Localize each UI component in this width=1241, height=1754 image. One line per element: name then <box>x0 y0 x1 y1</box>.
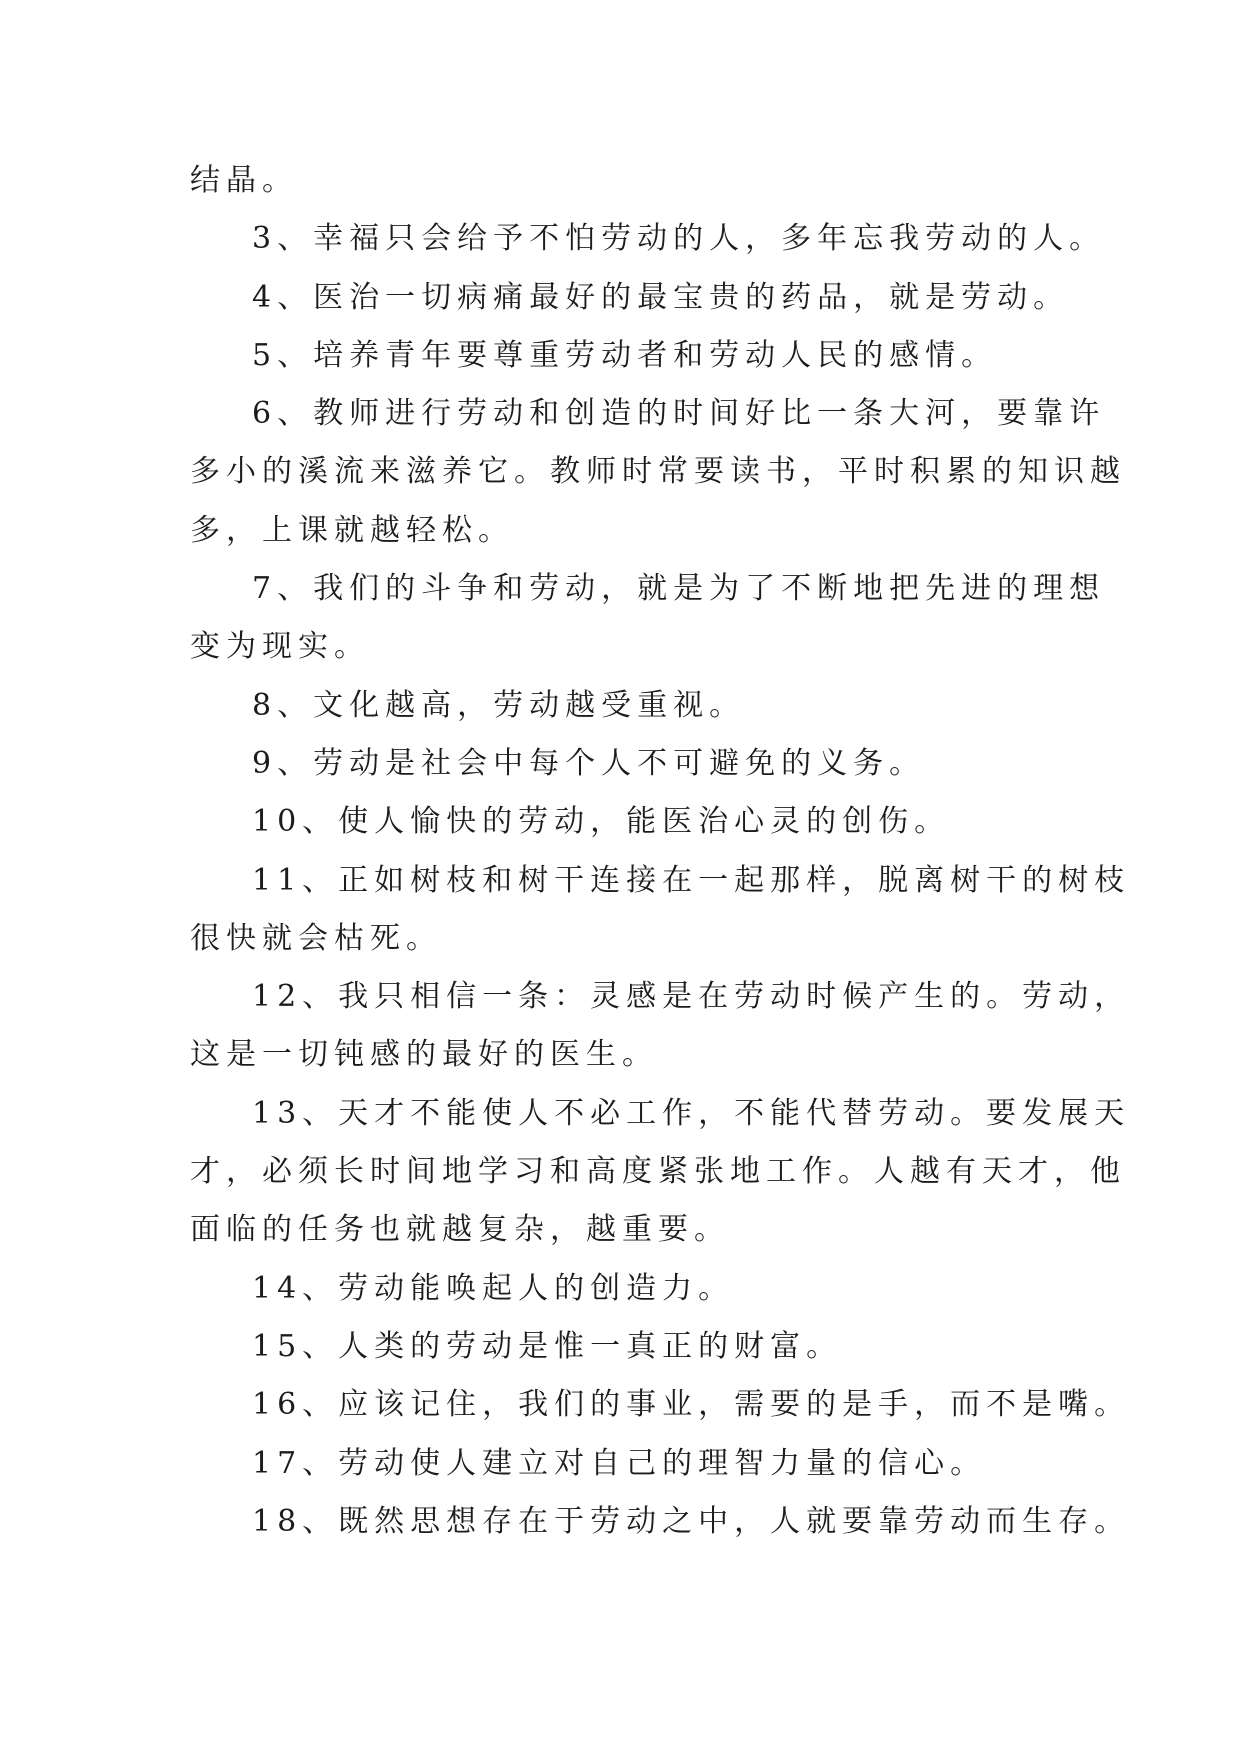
paragraph-line: 才，必须长时间地学习和高度紧张地工作。人越有天才，他 <box>190 1154 1126 1190</box>
paragraph-line: 10、使人愉快的劳动，能医治心灵的创伤。 <box>252 804 951 840</box>
paragraph-line: 8、文化越高，劳动越受重视。 <box>252 687 746 723</box>
paragraph-line: 11、正如树枝和树干连接在一起那样，脱离树干的树枝 <box>252 862 1131 898</box>
paragraph-line: 结晶。 <box>190 163 298 198</box>
paragraph-line: 14、劳动能唤起人的创造力。 <box>252 1270 735 1306</box>
paragraph-line: 面临的任务也就越复杂，越重要。 <box>190 1212 730 1248</box>
paragraph-line: 多小的溪流来滋养它。教师时常要读书，平时积累的知识越 <box>190 454 1126 490</box>
paragraph-line: 6、教师进行劳动和创造的时间好比一条大河，要靠许 <box>252 396 1106 432</box>
paragraph-line: 4、医治一切病痛最好的最宝贵的药品，就是劳动。 <box>252 279 1070 315</box>
paragraph-line: 很快就会枯死。 <box>190 920 442 956</box>
paragraph-line: 12、我只相信一条：灵感是在劳动时候产生的。劳动， <box>252 979 1131 1015</box>
paragraph-line: 5、培养青年要尊重劳动者和劳动人民的感情。 <box>252 337 998 373</box>
paragraph-line: 17、劳动使人建立对自己的理智力量的信心。 <box>252 1445 987 1481</box>
paragraph-line: 变为现实。 <box>190 629 370 665</box>
document-body <box>190 152 1131 1551</box>
paragraph-line: 13、天才不能使人不必工作，不能代替劳动。要发展天 <box>252 1095 1131 1131</box>
paragraph-line: 7、我们的斗争和劳动，就是为了不断地把先进的理想 <box>252 571 1106 607</box>
paragraph-line: 15、人类的劳动是惟一真正的财富。 <box>252 1328 843 1364</box>
paragraph-line: 18、既然思想存在于劳动之中，人就要靠劳动而生存。 <box>252 1503 1131 1539</box>
paragraph-line: 9、劳动是社会中每个人不可避免的义务。 <box>252 745 926 781</box>
paragraph-line: 16、应该记住，我们的事业，需要的是手，而不是嘴。 <box>252 1387 1131 1423</box>
paragraph-line: 3、幸福只会给予不怕劳动的人，多年忘我劳动的人。 <box>252 221 1106 257</box>
paragraph-line: 这是一切钝感的最好的医生。 <box>190 1037 658 1073</box>
paragraph-line: 多，上课就越轻松。 <box>190 512 514 548</box>
